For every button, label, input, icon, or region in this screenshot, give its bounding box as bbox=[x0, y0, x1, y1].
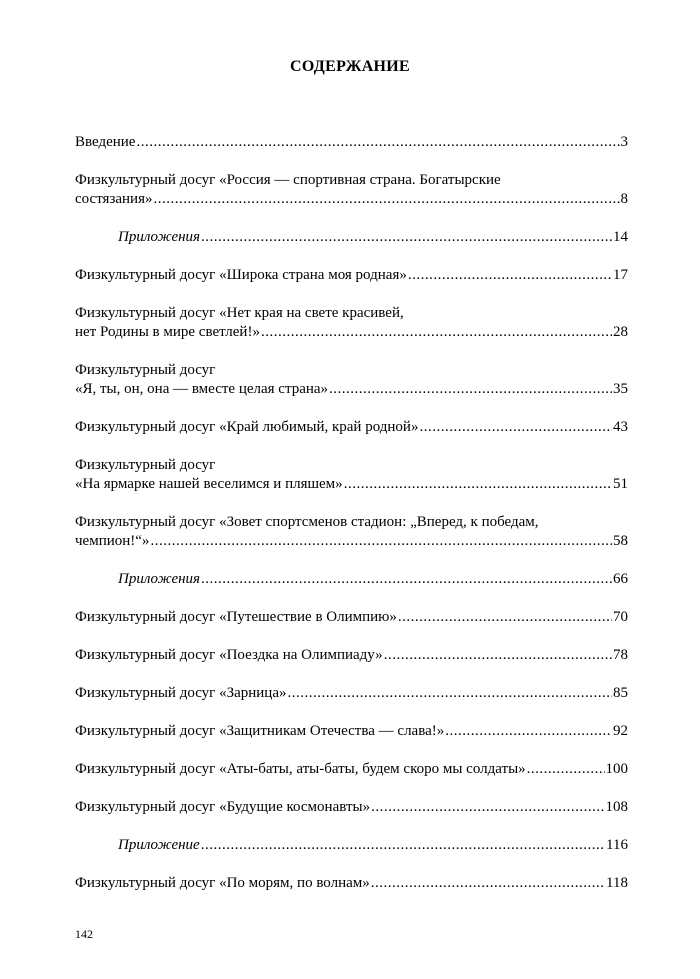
toc-entry bbox=[75, 456, 628, 494]
toc-page-number: 58 bbox=[613, 533, 628, 549]
toc-entry-line: Физкультурный досуг «Нет края на свете красивей, bbox=[75, 305, 404, 321]
dot-leader bbox=[371, 874, 605, 893]
toc-entry-line: Физкультурный досуг «Россия — спортивная страна. Богатырские bbox=[75, 172, 501, 188]
toc-entry-final-line bbox=[75, 532, 628, 551]
toc-page-number: 8 bbox=[620, 191, 628, 207]
toc-entry-title: «На ярмарке нашей веселимся и пляшем» bbox=[75, 476, 343, 492]
toc-subentry bbox=[75, 570, 628, 589]
dot-leader bbox=[329, 380, 612, 399]
toc-entry-title: Физкультурный досуг «Защитникам Отечества — слава!» bbox=[75, 723, 445, 739]
toc-entry-final-line bbox=[75, 684, 628, 703]
toc-entry-final-line bbox=[75, 874, 628, 893]
toc-entry bbox=[75, 361, 628, 399]
toc-page-number: 14 bbox=[613, 229, 628, 245]
toc-page-number: 35 bbox=[613, 381, 628, 397]
dot-leader bbox=[344, 475, 612, 494]
table-of-contents bbox=[75, 133, 628, 912]
toc-entry-title: Приложение bbox=[118, 837, 200, 853]
page-number: 142 bbox=[75, 927, 93, 941]
toc-entry bbox=[75, 646, 628, 665]
dot-leader bbox=[153, 190, 619, 209]
toc-entry bbox=[75, 608, 628, 627]
toc-entry-final-line bbox=[75, 608, 628, 627]
toc-entry-final-line bbox=[75, 836, 628, 855]
toc-entry-title: Физкультурный досуг «По морям, по волнам» bbox=[75, 875, 370, 891]
toc-entry-final-line bbox=[75, 570, 628, 589]
dot-leader bbox=[136, 133, 619, 152]
toc-entry bbox=[75, 722, 628, 741]
toc-entry-title: Физкультурный досуг «Край любимый, край родной» bbox=[75, 419, 419, 435]
toc-page-number: 92 bbox=[613, 723, 628, 739]
toc-page-number: 78 bbox=[613, 647, 628, 663]
toc-entry-title: состязания» bbox=[75, 191, 153, 207]
page-title: СОДЕРЖАНИЕ bbox=[289, 58, 411, 75]
toc-page-number: 3 bbox=[620, 134, 628, 150]
dot-leader bbox=[150, 532, 612, 551]
dot-leader bbox=[384, 646, 612, 665]
toc-entry bbox=[75, 133, 628, 152]
toc-entry-title: «Я, ты, он, она — вместе целая страна» bbox=[75, 381, 329, 397]
toc-entry bbox=[75, 874, 628, 893]
toc-entry-title: Введение bbox=[75, 134, 136, 150]
toc-entry bbox=[75, 760, 628, 779]
dot-leader bbox=[201, 836, 605, 855]
dot-leader bbox=[201, 570, 612, 589]
toc-entry-final-line bbox=[75, 418, 628, 437]
toc-entry bbox=[75, 304, 628, 342]
toc-entry-final-line bbox=[75, 722, 628, 741]
toc-entry-final-line bbox=[75, 798, 628, 817]
dot-leader bbox=[408, 266, 612, 285]
toc-entry-final-line bbox=[75, 646, 628, 665]
dot-leader bbox=[445, 722, 612, 741]
dot-leader bbox=[201, 228, 612, 247]
toc-page-number: 17 bbox=[613, 267, 628, 283]
toc-entry-title: Физкультурный досуг «Будущие космонавты» bbox=[75, 799, 371, 815]
toc-entry bbox=[75, 266, 628, 285]
toc-entry-title: нет Родины в мире светлей!» bbox=[75, 324, 260, 340]
toc-page-number: 51 bbox=[613, 476, 628, 492]
toc-entry-final-line bbox=[75, 475, 628, 494]
toc-page-number: 28 bbox=[613, 324, 628, 340]
toc-subentry bbox=[75, 228, 628, 247]
toc-entry-line: Физкультурный досуг bbox=[75, 457, 216, 473]
dot-leader bbox=[419, 418, 612, 437]
toc-entry-title: Физкультурный досуг «Поездка на Олимпиаду» bbox=[75, 647, 383, 663]
toc-entry bbox=[75, 171, 628, 209]
dot-leader bbox=[371, 798, 604, 817]
toc-page-number: 66 bbox=[613, 571, 628, 587]
toc-entry bbox=[75, 684, 628, 703]
toc-entry-final-line bbox=[75, 190, 628, 209]
toc-page-number: 100 bbox=[605, 761, 628, 777]
toc-subentry bbox=[75, 836, 628, 855]
toc-entry-final-line bbox=[75, 266, 628, 285]
toc-page-number: 116 bbox=[606, 837, 628, 853]
toc-entry-title: Физкультурный досуг «Аты-баты, аты-баты, будем скоро мы солдаты» bbox=[75, 761, 526, 777]
toc-entry-final-line bbox=[75, 228, 628, 247]
toc-entry-line: Физкультурный досуг bbox=[75, 362, 216, 378]
toc-entry-final-line bbox=[75, 760, 628, 779]
toc-page-number: 118 bbox=[606, 875, 628, 891]
toc-entry-title: чемпион!“» bbox=[75, 533, 150, 549]
dot-leader bbox=[398, 608, 612, 627]
toc-entry bbox=[75, 798, 628, 817]
toc-entry-title: Приложения bbox=[118, 571, 201, 587]
toc-page-number: 70 bbox=[613, 609, 628, 625]
toc-entry-title: Физкультурный досуг «Зарница» bbox=[75, 685, 287, 701]
dot-leader bbox=[527, 760, 605, 779]
toc-entry-final-line bbox=[75, 323, 628, 342]
toc-page-number: 108 bbox=[605, 799, 628, 815]
toc-entry-title: Физкультурный досуг «Широка страна моя родная» bbox=[75, 267, 407, 283]
dot-leader bbox=[288, 684, 613, 703]
toc-entry-final-line bbox=[75, 133, 628, 152]
toc-entry-final-line bbox=[75, 380, 628, 399]
toc-entry bbox=[75, 418, 628, 437]
dot-leader bbox=[261, 323, 612, 342]
toc-entry-line: Физкультурный досуг «Зовет спортсменов стадион: „Вперед, к победам, bbox=[75, 514, 539, 530]
toc-page-number: 85 bbox=[613, 685, 628, 701]
toc-entry-title: Физкультурный досуг «Путешествие в Олимпию» bbox=[75, 609, 397, 625]
toc-entry bbox=[75, 513, 628, 551]
toc-entry-title: Приложения bbox=[118, 229, 201, 245]
toc-page-number: 43 bbox=[613, 419, 628, 435]
